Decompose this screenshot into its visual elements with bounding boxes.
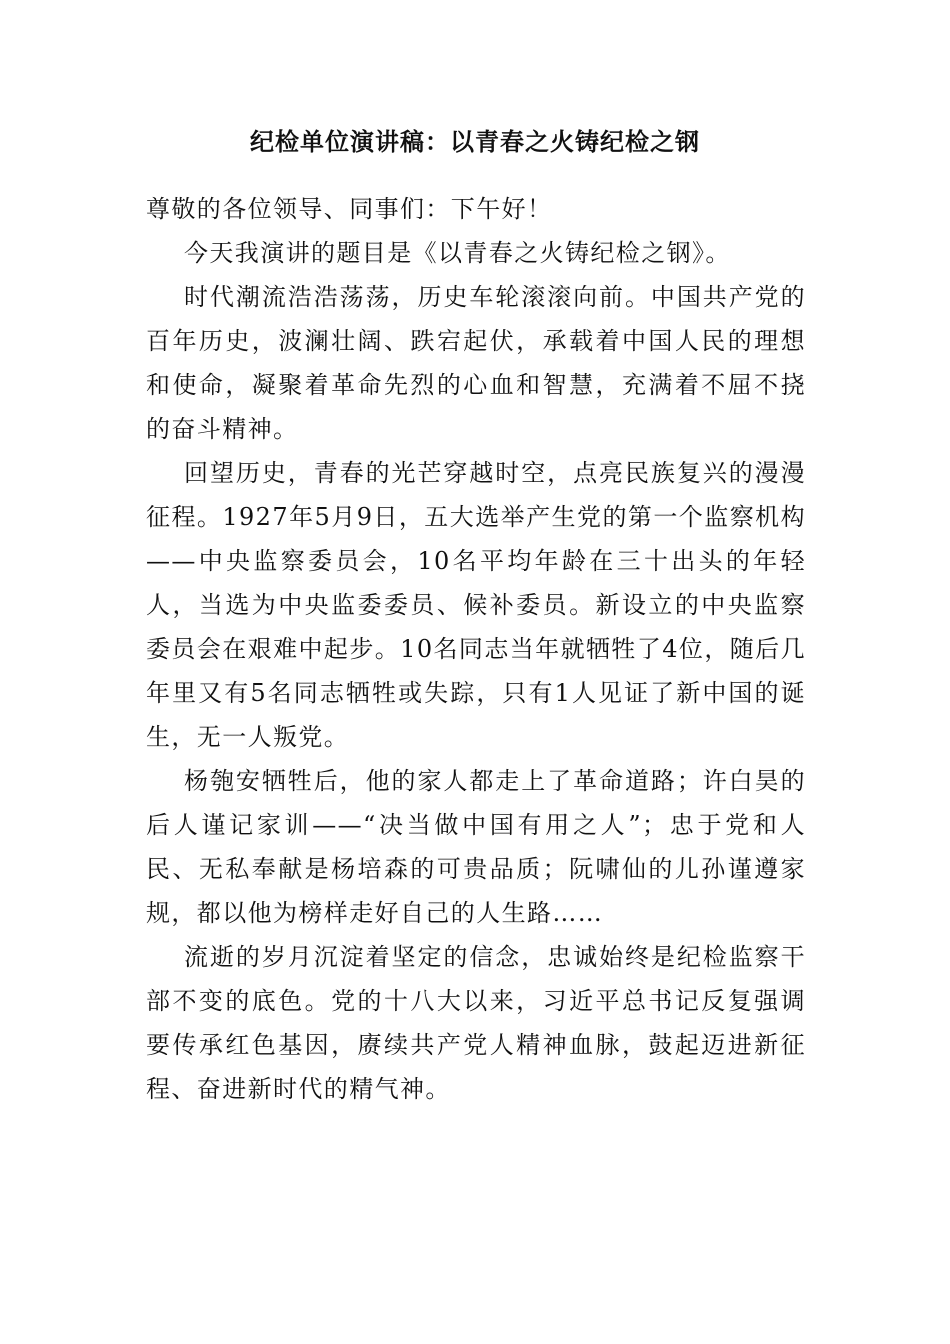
body-paragraph: 流逝的岁月沉淀着坚定的信念，忠诚始终是纪检监察干部不变的底色。党的十八大以来，习近平总书记反复强调要传承红色基因，赓续共产党人精神血脉，鼓起迈进新征程、奋进新时代的精气神。: [146, 943, 806, 1103]
document-title: 纪检单位演讲稿：以青春之火铸纪检之钢: [250, 127, 700, 156]
body-paragraph: 回望历史，青春的光芒穿越时空，点亮民族复兴的漫漫征程。1927年5月9日，五大选举产生党的第一个监察机构——中央监察委员会，10名平均年龄在三十出头的年轻人，当选为中央监委委员、候补委员。新设立的中央监察委员会在艰难中起步。10名同志当年就牺牲了4位，随后几年里又有5名同志牺牲或失踪，只有1人见证了新中国的诞生，无一人叛党。: [146, 459, 806, 751]
topic-paragraph: 今天我演讲的题目是《以青春之火铸纪检之钢》。: [184, 239, 731, 267]
body-paragraph: 时代潮流浩浩荡荡，历史车轮滚滚向前。中国共产党的百年历史，波澜壮阔、跌宕起伏，承载着中国人民的理想和使命，凝聚着革命先烈的心血和智慧，充满着不屈不挠的奋斗精神。: [146, 283, 806, 443]
greeting-paragraph: 尊敬的各位领导、同事们：下午好！: [146, 195, 553, 223]
document-body: [146, 187, 806, 1111]
body-paragraph: 杨匏安牺牲后，他的家人都走上了革命道路；许白昊的后人谨记家训——“决当做中国有用之人”；忠于党和人民、无私奉献是杨培森的可贵品质；阮啸仙的儿孙谨遵家规，都以他为榜样走好自己的人生路……: [146, 767, 806, 927]
